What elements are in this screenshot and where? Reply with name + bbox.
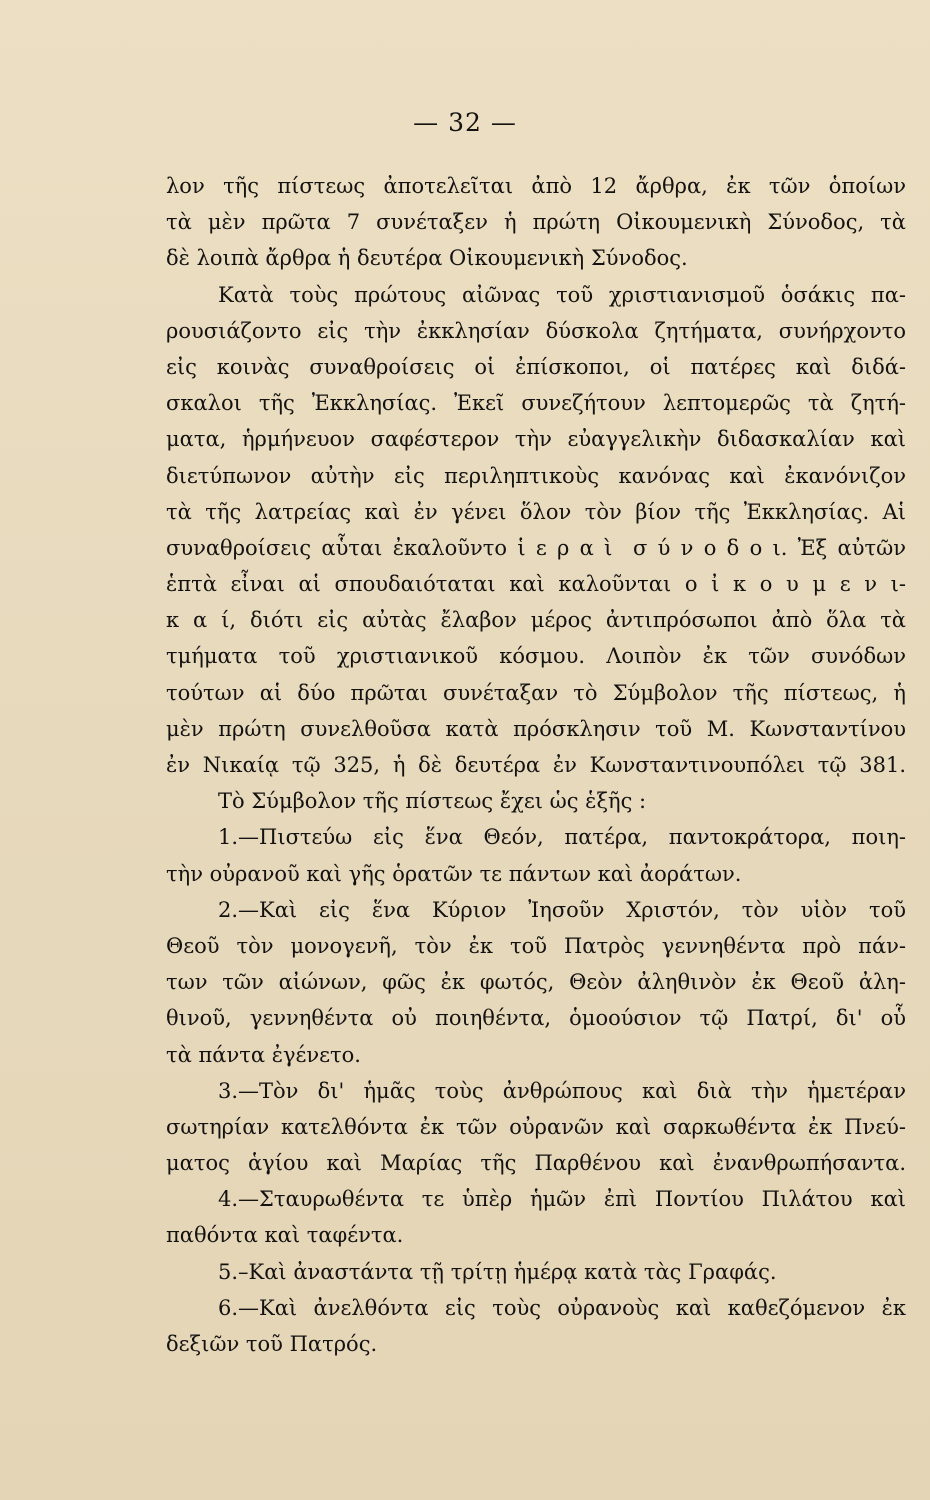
text-line: 6.—Καὶ ἀνελθόντα εἰς τοὺς οὐρανοὺς καὶ καθεζόμενον ἐκ: [218, 1295, 906, 1320]
text-line: τὰ μὲν πρῶτα 7 συνέταξεν ἡ πρώτη Οἰκουμενικὴ Σύνοδος, τὰ: [166, 210, 906, 235]
text-line: δεξιῶν τοῦ Πατρός.: [166, 1332, 378, 1356]
body-text: [166, 168, 906, 1362]
text-line: τούτων αἱ δύο πρῶται συνέταξαν τὸ Σύμβολον τῆς πίστεως, ἡ: [166, 680, 906, 705]
text-line: σωτηρίαν κατελθόντα ἐκ τῶν οὐρανῶν καὶ σαρκωθέντα ἐκ Πνεύ-: [166, 1114, 906, 1139]
text-line: μὲν πρώτη συνελθοῦσα κατὰ πρόσκλησιν τοῦ Μ. Κωνσταντίνου: [166, 716, 906, 741]
text-line: δὲ λοιπὰ ἄρθρα ἡ δευτέρα Οἰκουμενικὴ Σύνοδος.: [166, 246, 688, 271]
page-number: — 32 —: [413, 108, 517, 137]
text-line: ματα, ἡρμήνευον σαφέστερον τὴν εὐαγγελικὴν διδασκαλίαν καὶ: [166, 427, 906, 452]
text-line: κ α ί, διότι εἰς αὐτὰς ἔλαβον μέρος ἀντιπρόσωποι ἀπὸ ὅλα τὰ: [166, 608, 906, 633]
text-line: τὰ τῆς λατρείας καὶ ἐν γένει ὅλον τὸν βίον τῆς Ἐκκλησίας. Αἱ: [166, 499, 906, 524]
text-line: Τὸ Σύμβολον τῆς πίστεως ἔχει ὡς ἑξῆς :: [218, 789, 647, 814]
text-line: 3.—Τὸν δι' ἡμᾶς τοὺς ἀνθρώπους καὶ διὰ τὴν ἡμετέραν: [218, 1078, 906, 1103]
text-line: παθόντα καὶ ταφέντα.: [166, 1223, 404, 1248]
text-line: Θεοῦ τὸν μονογενῆ, τὸν ἐκ τοῦ Πατρὸς γεννηθέντα πρὸ πάν-: [166, 933, 906, 958]
text-line: εἰς κοινὰς συναθροίσεις οἱ ἐπίσκοποι, οἱ πατέρες καὶ διδά-: [166, 354, 906, 379]
text-line: τὴν οὐρανοῦ καὶ γῆς ὁρατῶν τε πάντων καὶ ἀοράτων.: [166, 861, 742, 886]
text-line: 5.–Καὶ ἀναστάντα τῇ τρίτῃ ἡμέρᾳ κατὰ τὰς Γραφάς.: [218, 1259, 777, 1284]
text-line: τὰ πάντα ἐγένετο.: [166, 1042, 361, 1067]
text-line: λον τῆς πίστεως ἀποτελεῖται ἀπὸ 12 ἄρθρα, ἐκ τῶν ὁποίων: [166, 174, 906, 198]
text-line: ἐν Νικαίᾳ τῷ 325, ἡ δὲ δευτέρα ἐν Κωνσταντινουπόλει τῷ 381.: [166, 753, 906, 777]
text-line: ἑπτὰ εἶναι αἱ σπουδαιόταται καὶ καλοῦνται ο ἰ κ ο υ μ ε ν ι-: [166, 572, 906, 597]
text-line: των τῶν αἰώνων, φῶς ἐκ φωτός, Θεὸν ἀληθινὸν ἐκ Θεοῦ ἀλη-: [166, 970, 906, 995]
text-line: συναθροίσεις αὗται ἐκαλοῦντο ἱ ε ρ α ὶ σ ύ ν ο δ ο ι. Ἐξ αὐτῶν: [166, 535, 906, 560]
text-line: θινοῦ, γεννηθέντα οὐ ποιηθέντα, ὁμοούσιον τῷ Πατρί, δι' οὗ: [166, 1006, 906, 1031]
text-line: ματος ἁγίου καὶ Μαρίας τῆς Παρθένου καὶ ἐνανθρωπήσαντα.: [166, 1151, 906, 1176]
text-line: Κατὰ τοὺς πρώτους αἰῶνας τοῦ χριστιανισμοῦ ὁσάκις πα-: [218, 282, 906, 307]
text-line: διετύπωνον αὐτὴν εἰς περιληπτικοὺς κανόνας καὶ ἐκανόνιζον: [166, 463, 906, 488]
text-line: 2.—Καὶ εἰς ἕνα Κύριον Ἰησοῦν Χριστόν, τὸν υἱὸν τοῦ: [218, 897, 906, 922]
text-line: σκαλοι τῆς Ἐκκλησίας. Ἐκεῖ συνεζήτουν λεπτομερῶς τὰ ζητή-: [166, 391, 906, 416]
text-line: 1.—Πιστεύω εἰς ἕνα Θεόν, πατέρα, παντοκράτορα, ποιη-: [218, 825, 906, 850]
text-line: 4.—Σταυρωθέντα τε ὑπὲρ ἡμῶν ἐπὶ Ποντίου Πιλάτου καὶ: [218, 1187, 906, 1212]
text-line: τμήματα τοῦ χριστιανικοῦ κόσμου. Λοιπὸν ἐκ τῶν συνόδων: [166, 644, 906, 669]
text-line: ρουσιάζοντο εἰς τὴν ἐκκλησίαν δύσκολα ζητήματα, συνήρχοντο: [166, 318, 906, 343]
